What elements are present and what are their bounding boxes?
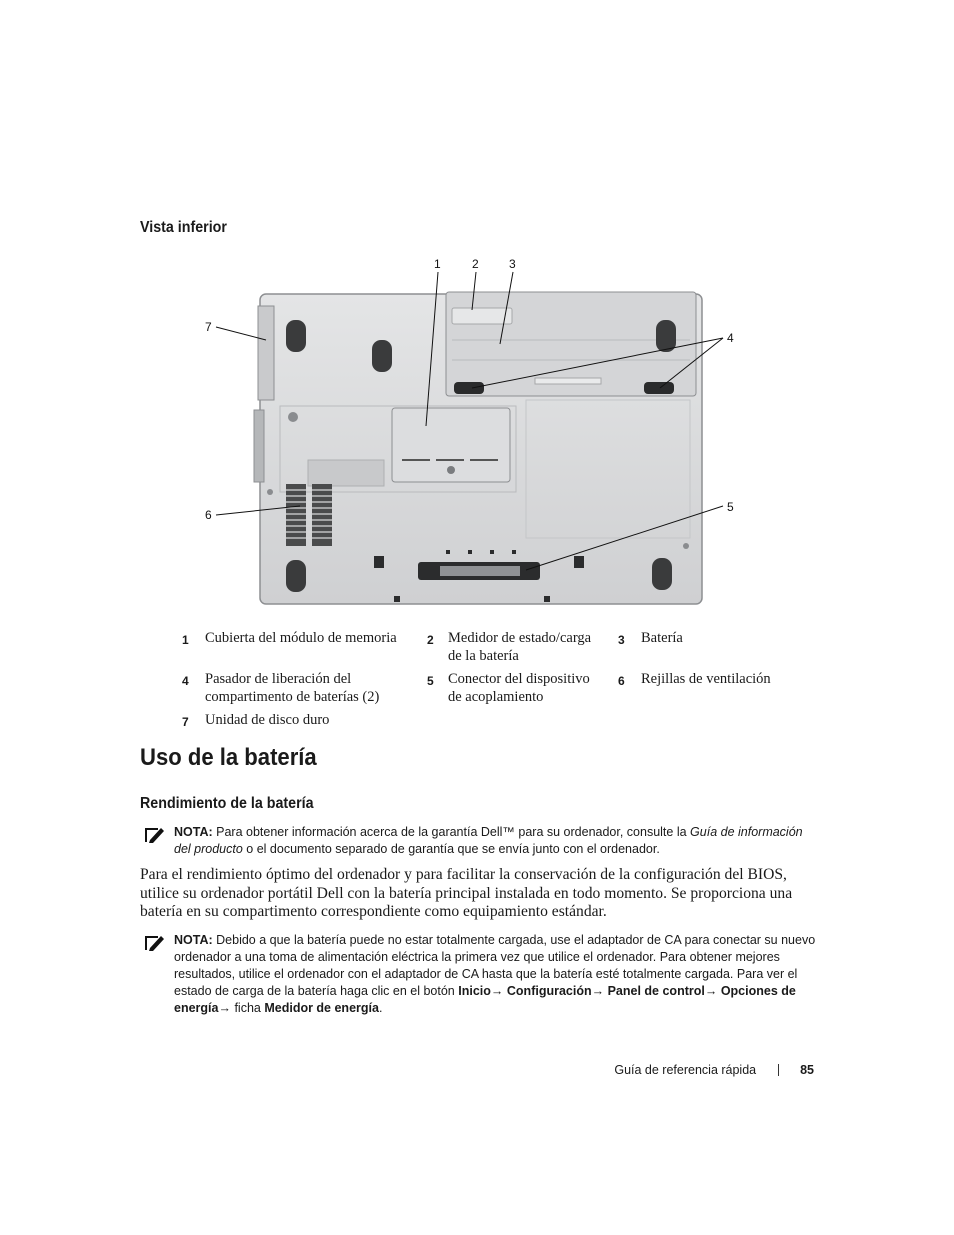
laptop-bottom-view-figure [190,250,750,610]
pencil-note-icon [144,934,166,952]
note-2-label: NOTA: [174,933,213,947]
legend-text: Batería [641,630,683,646]
legend-text: Pasador de liberación del compartimento de baterías (2) [205,671,380,705]
legend-text: Conector del dispositivo de acoplamiento [448,671,590,705]
callout-5: 5 [727,500,734,514]
note-1-text: NOTA: Para obtener información acerca de la garantía Dell™ para su ordenador, consulte la Guía de información del producto o el documento separado de garantía que se envía junto con el ordenador. [174,825,803,856]
callout-1: 1 [434,257,441,271]
legend-number: 2 [427,633,434,647]
note-2-text: NOTA: Debido a que la batería puede no estar totalmente cargada, use el adaptador de CA para conectar su nuevo ordenador a una toma de alimentación eléctrica la primera vez que utilice el ordenador. Para obtener mejores resultados, utilice el ordenador con el adaptador de CA hasta que la batería esté totalmente cargada. Para ver el estado de carga de la batería haga clic en el botón Inicio→ Configuración→ Panel de control→ Opciones de energía→ ficha Medidor de energía. [174,933,816,1015]
legend-text: Rejillas de ventilación [641,671,771,687]
page-number: 85 [800,1062,814,1077]
note-1 [140,824,820,864]
page-footer [614,1062,814,1080]
callout-3: 3 [509,257,516,271]
callout-6: 6 [205,508,212,522]
legend-number: 5 [427,674,434,688]
legend-number: 3 [618,633,625,647]
pencil-note-icon [144,826,166,844]
note-2 [140,932,820,1022]
callout-4: 4 [727,331,734,345]
heading-uso-bateria: Uso de la batería [140,744,317,771]
legend-number: 6 [618,674,625,688]
note-1-italic: Guía de información del producto [174,825,803,856]
legend-number: 1 [182,633,189,647]
legend-text: Cubierta del módulo de memoria [205,630,397,646]
heading-rendimiento: Rendimiento de la batería [140,795,314,812]
legend-number: 7 [182,715,189,729]
legend-number: 4 [182,674,189,688]
body-paragraph: Para el rendimiento óptimo del ordenador y para facilitar la conservación de la configuración del BIOS, utilice su ordenador portátil Dell con la batería principal instalada en todo momento. Se proporciona una batería en su compartimento correspondiente como equipamiento estándar. [140,866,793,920]
legend-text: Medidor de estado/carga de la batería [448,630,592,664]
section-title: Vista inferior [140,219,227,236]
callout-2: 2 [472,257,479,271]
footer-title: Guía de referencia rápida [614,1062,757,1077]
footer-divider [778,1064,779,1076]
note-1-label: NOTA: [174,825,213,839]
legend-text: Unidad de disco duro [205,712,330,728]
callout-7: 7 [205,320,212,334]
